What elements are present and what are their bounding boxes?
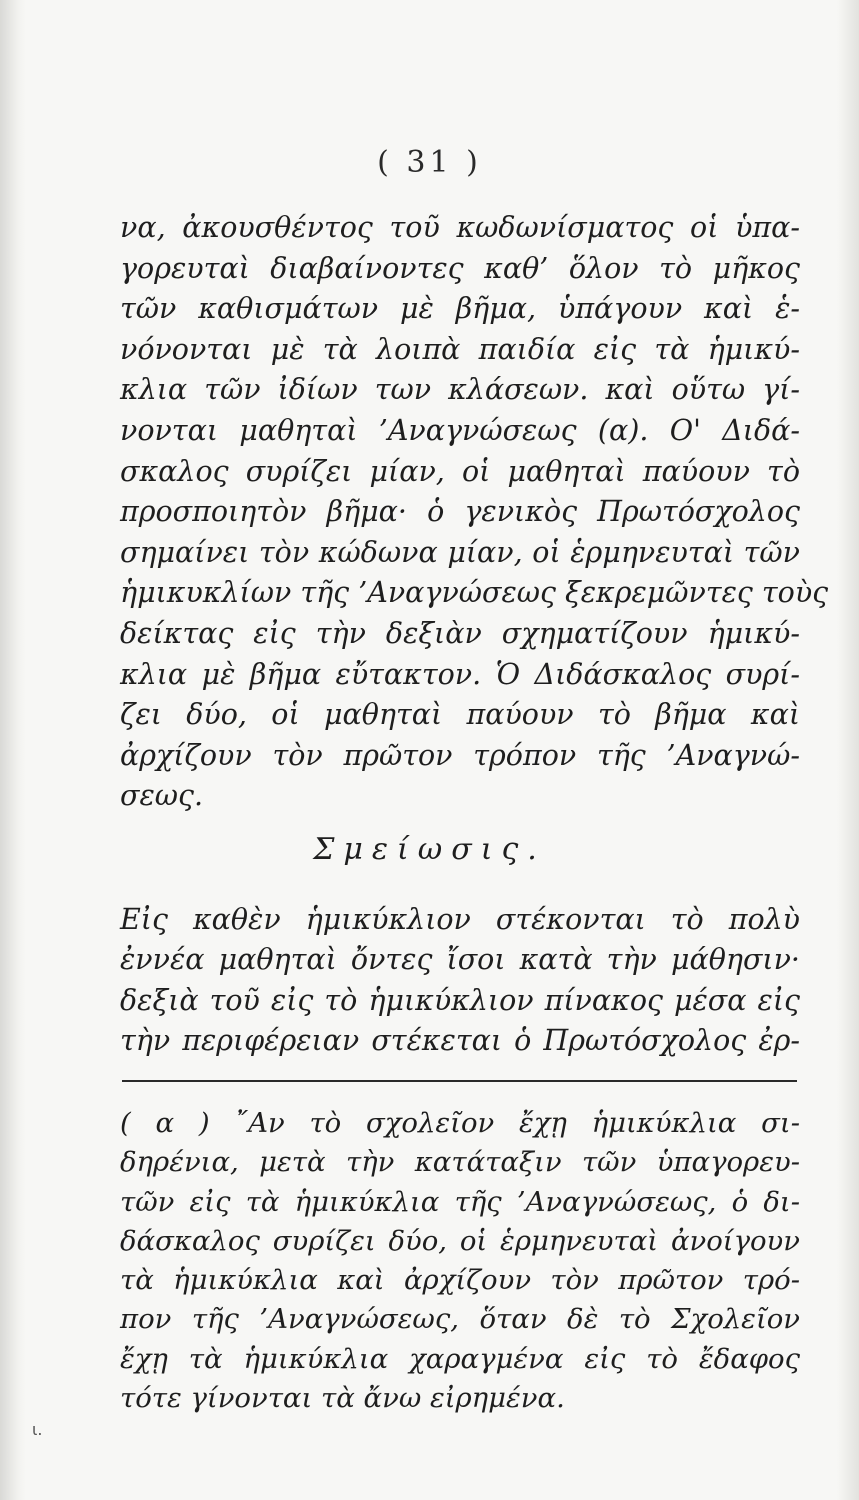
corner-mark: ι. (32, 1420, 43, 1439)
footnote-line: δηρένια, μετὰ τὴν κατάταξιν τῶν ὑπαγορευ- (120, 1146, 800, 1179)
text-line: τὴν περιφέρειαν στέκεται ὁ Πρωτόσχολος ἐρ- (120, 1023, 800, 1057)
text-line: ἡμικυκλίων τῆς ’Αναγνώσεως ξεκρεμῶντες τοὺς (120, 576, 829, 610)
text-line: κλια τῶν ἰδίων των κλάσεων. καὶ οὕτω γί- (120, 373, 800, 407)
section-heading: Σμείωσις. (313, 832, 546, 867)
page-number: ( 31 ) (377, 145, 482, 180)
text-line: ἀρχίζουν τὸν πρῶτον τρόπον τῆς ’Αναγνώ- (120, 738, 800, 772)
text-line: σκαλος συρίζει μίαν, οἱ μαθηταὶ παύουν τὸ (120, 454, 800, 488)
text-line: τῶν καθισμάτων μὲ βῆμα, ὑπάγουν καὶ ἑ- (120, 292, 800, 326)
text-line: Εἰς καθὲν ἡμικύκλιον στέκονται τὸ πολὺ (120, 903, 800, 936)
text-line: σημαίνει τὸν κώδωνα μίαν, οἱ ἑρμηνευταὶ τῶν (120, 535, 800, 569)
text-line: δείκτας εἰς τὴν δεξιὰν σχηματίζουν ἡμικύ- (120, 616, 800, 650)
text-line: ζει δύο, οἱ μαθηταὶ παύουν τὸ βῆμα καὶ (120, 698, 800, 732)
footnote-line: πον τῆς ’Αναγνώσεως, ὅταν δὲ τὸ Σχολεῖον (120, 1303, 800, 1336)
text-line: ἐννέα μαθηταὶ ὄντες ἴσοι κατὰ τὴν μάθησιν· (120, 943, 800, 977)
page-left-edge-shadow (0, 0, 26, 1500)
footnote-line: τότε γίνονται τὰ ἄνω εἰρημένα. (120, 1382, 565, 1415)
text-line: να, ἀκουσθέντος τοῦ κωδωνίσματος οἱ ὑπα- (120, 211, 800, 244)
text-line: κλια μὲ βῆμα εὔτακτον. Ὁ Διδάσκαλος συρί- (120, 657, 800, 691)
text-line: νόνονται μὲ τὰ λοιπὰ παιδία εἰς τὰ ἡμικύ- (120, 332, 800, 366)
footnote-line: τὰ ἡμικύκλια καὶ ἀρχίζουν τὸν πρῶτον τρό- (120, 1264, 800, 1297)
page-right-edge-shadow (837, 0, 859, 1500)
text-line: σεως. (120, 779, 204, 813)
footnote-line: τῶν εἰς τὰ ἡμικύκλια τῆς ’Αναγνώσεως, ὁ δι- (120, 1185, 800, 1218)
footnote (120, 1104, 800, 1418)
text-line: δεξιὰ τοῦ εἰς τὸ ἡμικύκλιον πίνακος μέσα εἰς (120, 983, 800, 1017)
footnote-divider (122, 1080, 797, 1082)
text-line: προσποιητὸν βῆμα· ὁ γενικὸς Πρωτόσχολος (120, 495, 800, 529)
footnote-line: ἔχῃ τὰ ἡμικύκλια χαραγμένα εἰς τὸ ἔδαφος (120, 1342, 800, 1375)
main-paragraph (120, 208, 829, 817)
text-line: γορευταὶ διαβαίνοντες καθ’ ὅλον τὸ μῆκος (120, 251, 800, 285)
text-line: νονται μαθηταὶ ’Αναγνώσεως (α). Ο' Διδά- (120, 413, 800, 447)
footnote-line: ( α ) ῎Αν τὸ σχολεῖον ἔχῃ ἡμικύκλια σι- (120, 1107, 800, 1139)
notes-paragraph (120, 900, 800, 1061)
footnote-line: δάσκαλος συρίζει δύο, οἱ ἑρμηνευταὶ ἀνοίγουν (120, 1224, 800, 1257)
